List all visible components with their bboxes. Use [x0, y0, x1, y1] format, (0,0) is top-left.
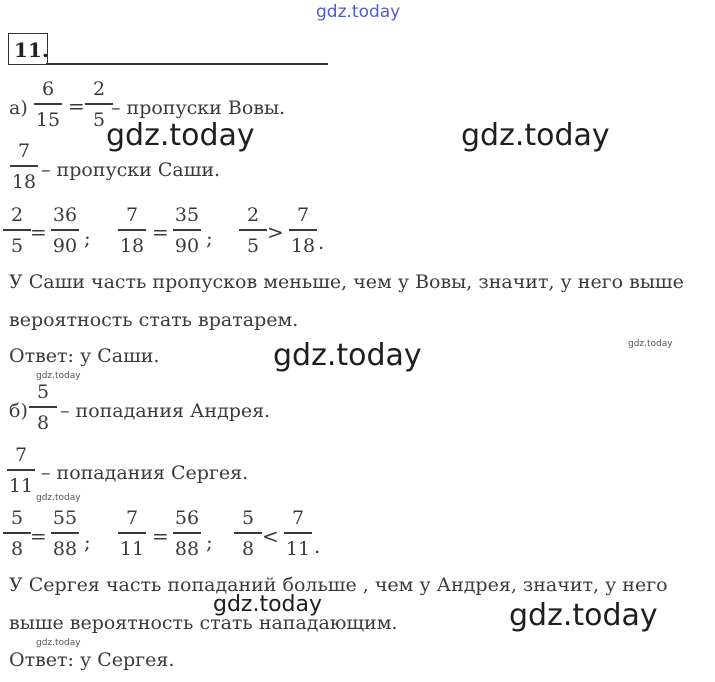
- part-b-label: б): [9, 400, 28, 422]
- comparison-sign: >: [267, 220, 284, 244]
- fraction: 35 90: [174, 204, 200, 257]
- fraction: 7 11: [119, 507, 145, 560]
- fraction: 5 8: [28, 383, 58, 433]
- watermark-small: gdz.today: [36, 638, 81, 648]
- fraction: 6 15: [35, 78, 61, 131]
- fraction: 5 8: [233, 509, 263, 559]
- equals-sign: =: [152, 220, 169, 244]
- separator: ;: [84, 530, 91, 554]
- equals-sign: =: [68, 94, 85, 118]
- task-number: 11.: [14, 38, 49, 62]
- part-b-line2-text: – попадания Сергея.: [41, 462, 249, 484]
- watermark: gdz.today: [106, 118, 255, 153]
- watermark: gdz.today: [213, 592, 323, 617]
- fraction: 7 11: [8, 444, 34, 497]
- fraction: 5 8: [2, 509, 32, 559]
- part-a-line1-text: – пропуски Вовы.: [111, 97, 286, 119]
- watermark-small: gdz.today: [36, 371, 81, 381]
- part-a-conclusion-line1: У Саши часть пропусков меньше, чем у Вовы, значит, у него выше: [9, 271, 684, 293]
- watermark: gdz.today: [461, 118, 610, 153]
- part-a-conclusion-line2: вероятность стать вратарем.: [9, 309, 299, 331]
- period: .: [318, 230, 325, 254]
- part-b-answer: Ответ: у Сергея.: [9, 649, 175, 671]
- equals-sign: =: [152, 524, 169, 548]
- watermark: gdz.today: [509, 598, 658, 633]
- task-header-rule: [46, 63, 328, 65]
- fraction: 36 90: [52, 204, 78, 257]
- part-a-answer: Ответ: у Саши.: [9, 345, 160, 367]
- separator: ;: [206, 530, 213, 554]
- fraction: 7 18: [11, 140, 37, 193]
- part-b-conclusion-line1: У Сергея часть попаданий больше , чем у Андрея, значит, у него: [9, 574, 668, 596]
- fraction: 7 11: [285, 507, 311, 560]
- fraction: 2 5: [238, 206, 268, 256]
- equals-sign: =: [30, 524, 47, 548]
- fraction: 2 5: [84, 80, 114, 130]
- separator: ;: [206, 226, 213, 250]
- separator: ;: [84, 226, 91, 250]
- part-b-line1-text: – попадания Андрея.: [60, 400, 271, 422]
- watermark-small: gdz.today: [628, 339, 673, 349]
- fraction: 55 88: [52, 507, 78, 560]
- fraction: 2 5: [2, 206, 32, 256]
- fraction: 7 18: [290, 204, 316, 257]
- period: .: [314, 534, 321, 558]
- fraction: 56 88: [174, 507, 200, 560]
- watermark-top: gdz.today: [316, 2, 401, 22]
- part-a-line2-text: – пропуски Саши.: [41, 159, 221, 181]
- watermark-small: gdz.today: [36, 493, 81, 503]
- part-b-conclusion-line2: выше вероятность стать нападающим.: [9, 612, 398, 634]
- fraction: 7 18: [119, 204, 145, 257]
- comparison-sign: <: [262, 524, 279, 548]
- watermark: gdz.today: [273, 338, 422, 373]
- equals-sign: =: [30, 220, 47, 244]
- part-a-label: а): [9, 97, 28, 119]
